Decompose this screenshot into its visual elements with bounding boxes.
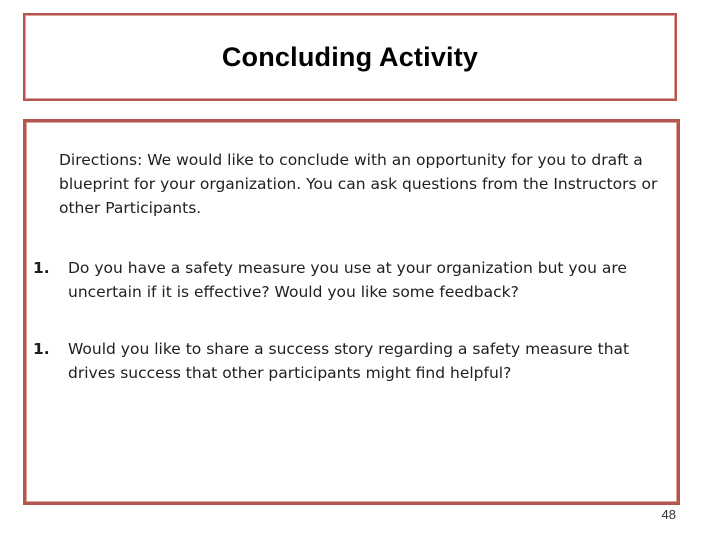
list-item-text: Do you have a safety measure you use at your organization but you are uncertain if it is effective? Would you like some feedback? <box>68 259 627 301</box>
slide-title: Concluding Activity <box>221 41 479 72</box>
title-box <box>23 13 677 101</box>
list-item <box>33 337 673 385</box>
list-item <box>33 256 673 304</box>
list-item-number: 1. <box>33 259 50 277</box>
directions-text: Directions: We would like to conclude with an opportunity for you to draft a blueprint for your organization. You can ask questions from the Instructors or other Participants. <box>59 151 658 217</box>
page-number: 48 <box>661 507 676 522</box>
list-item-text: Would you like to share a success story regarding a safety measure that drives success that other participants might find helpful? <box>68 340 630 382</box>
list-item-number: 1. <box>33 340 50 358</box>
